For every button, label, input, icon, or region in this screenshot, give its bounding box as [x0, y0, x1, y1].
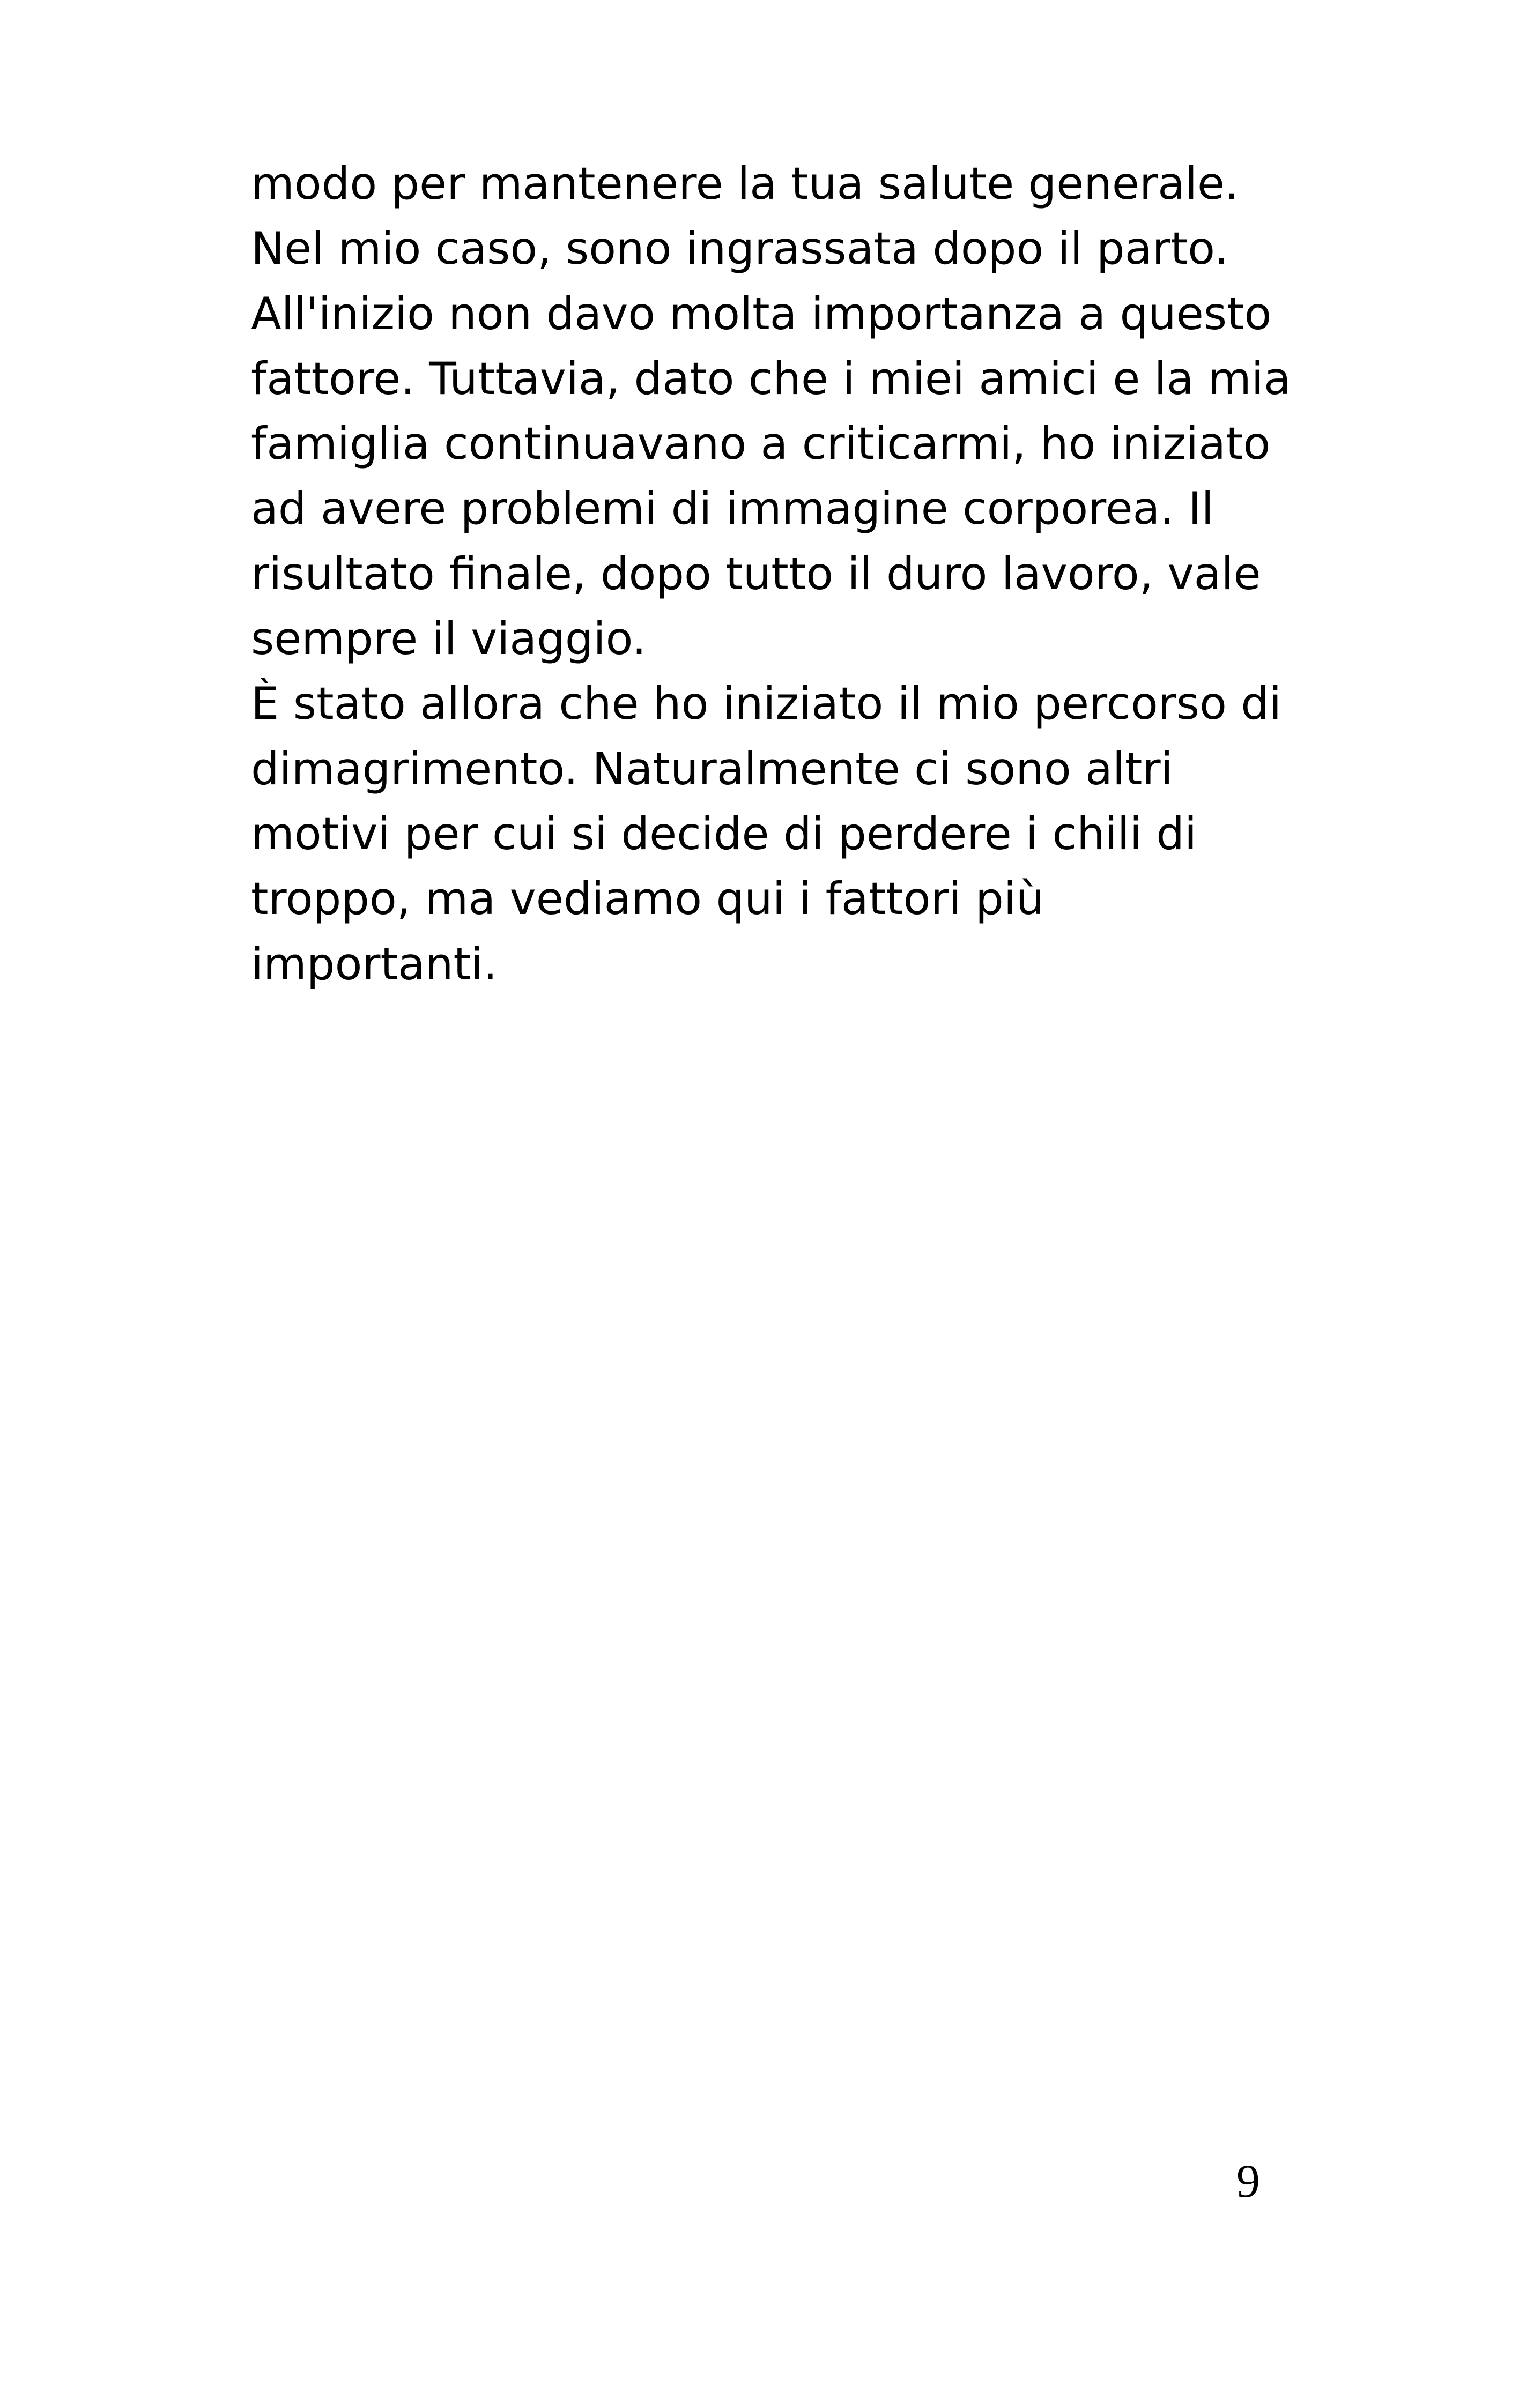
text-line: sempre il viaggio.	[251, 613, 647, 665]
text-line: dimagrimento. Naturalmente ci sono altri	[251, 742, 1173, 795]
text-line: famiglia continuavano a criticarmi, ho iniziato	[251, 418, 1271, 470]
text-line: motivi per cui si decide di perdere i chili di	[251, 807, 1197, 860]
page-number: 9	[1236, 2156, 1260, 2208]
text-line: All'inizio non davo molta importanza a questo	[251, 287, 1272, 340]
text-line: È stato allora che ho iniziato il mio percorso di	[251, 678, 1282, 730]
body-text	[251, 151, 1302, 997]
text-line: troppo, ma vediamo qui i fattori più	[251, 873, 1044, 925]
text-line: modo per mantenere la tua salute generale.	[251, 158, 1239, 210]
text-line: importanti.	[251, 938, 498, 990]
text-line: risultato finale, dopo tutto il duro lavoro, vale	[251, 547, 1261, 600]
text-line: Nel mio caso, sono ingrassata dopo il parto.	[251, 222, 1228, 275]
text-line: ad avere problemi di immagine corporea. Il	[251, 482, 1214, 535]
text-line: fattore. Tuttavia, dato che i miei amici e la mia	[251, 352, 1291, 405]
